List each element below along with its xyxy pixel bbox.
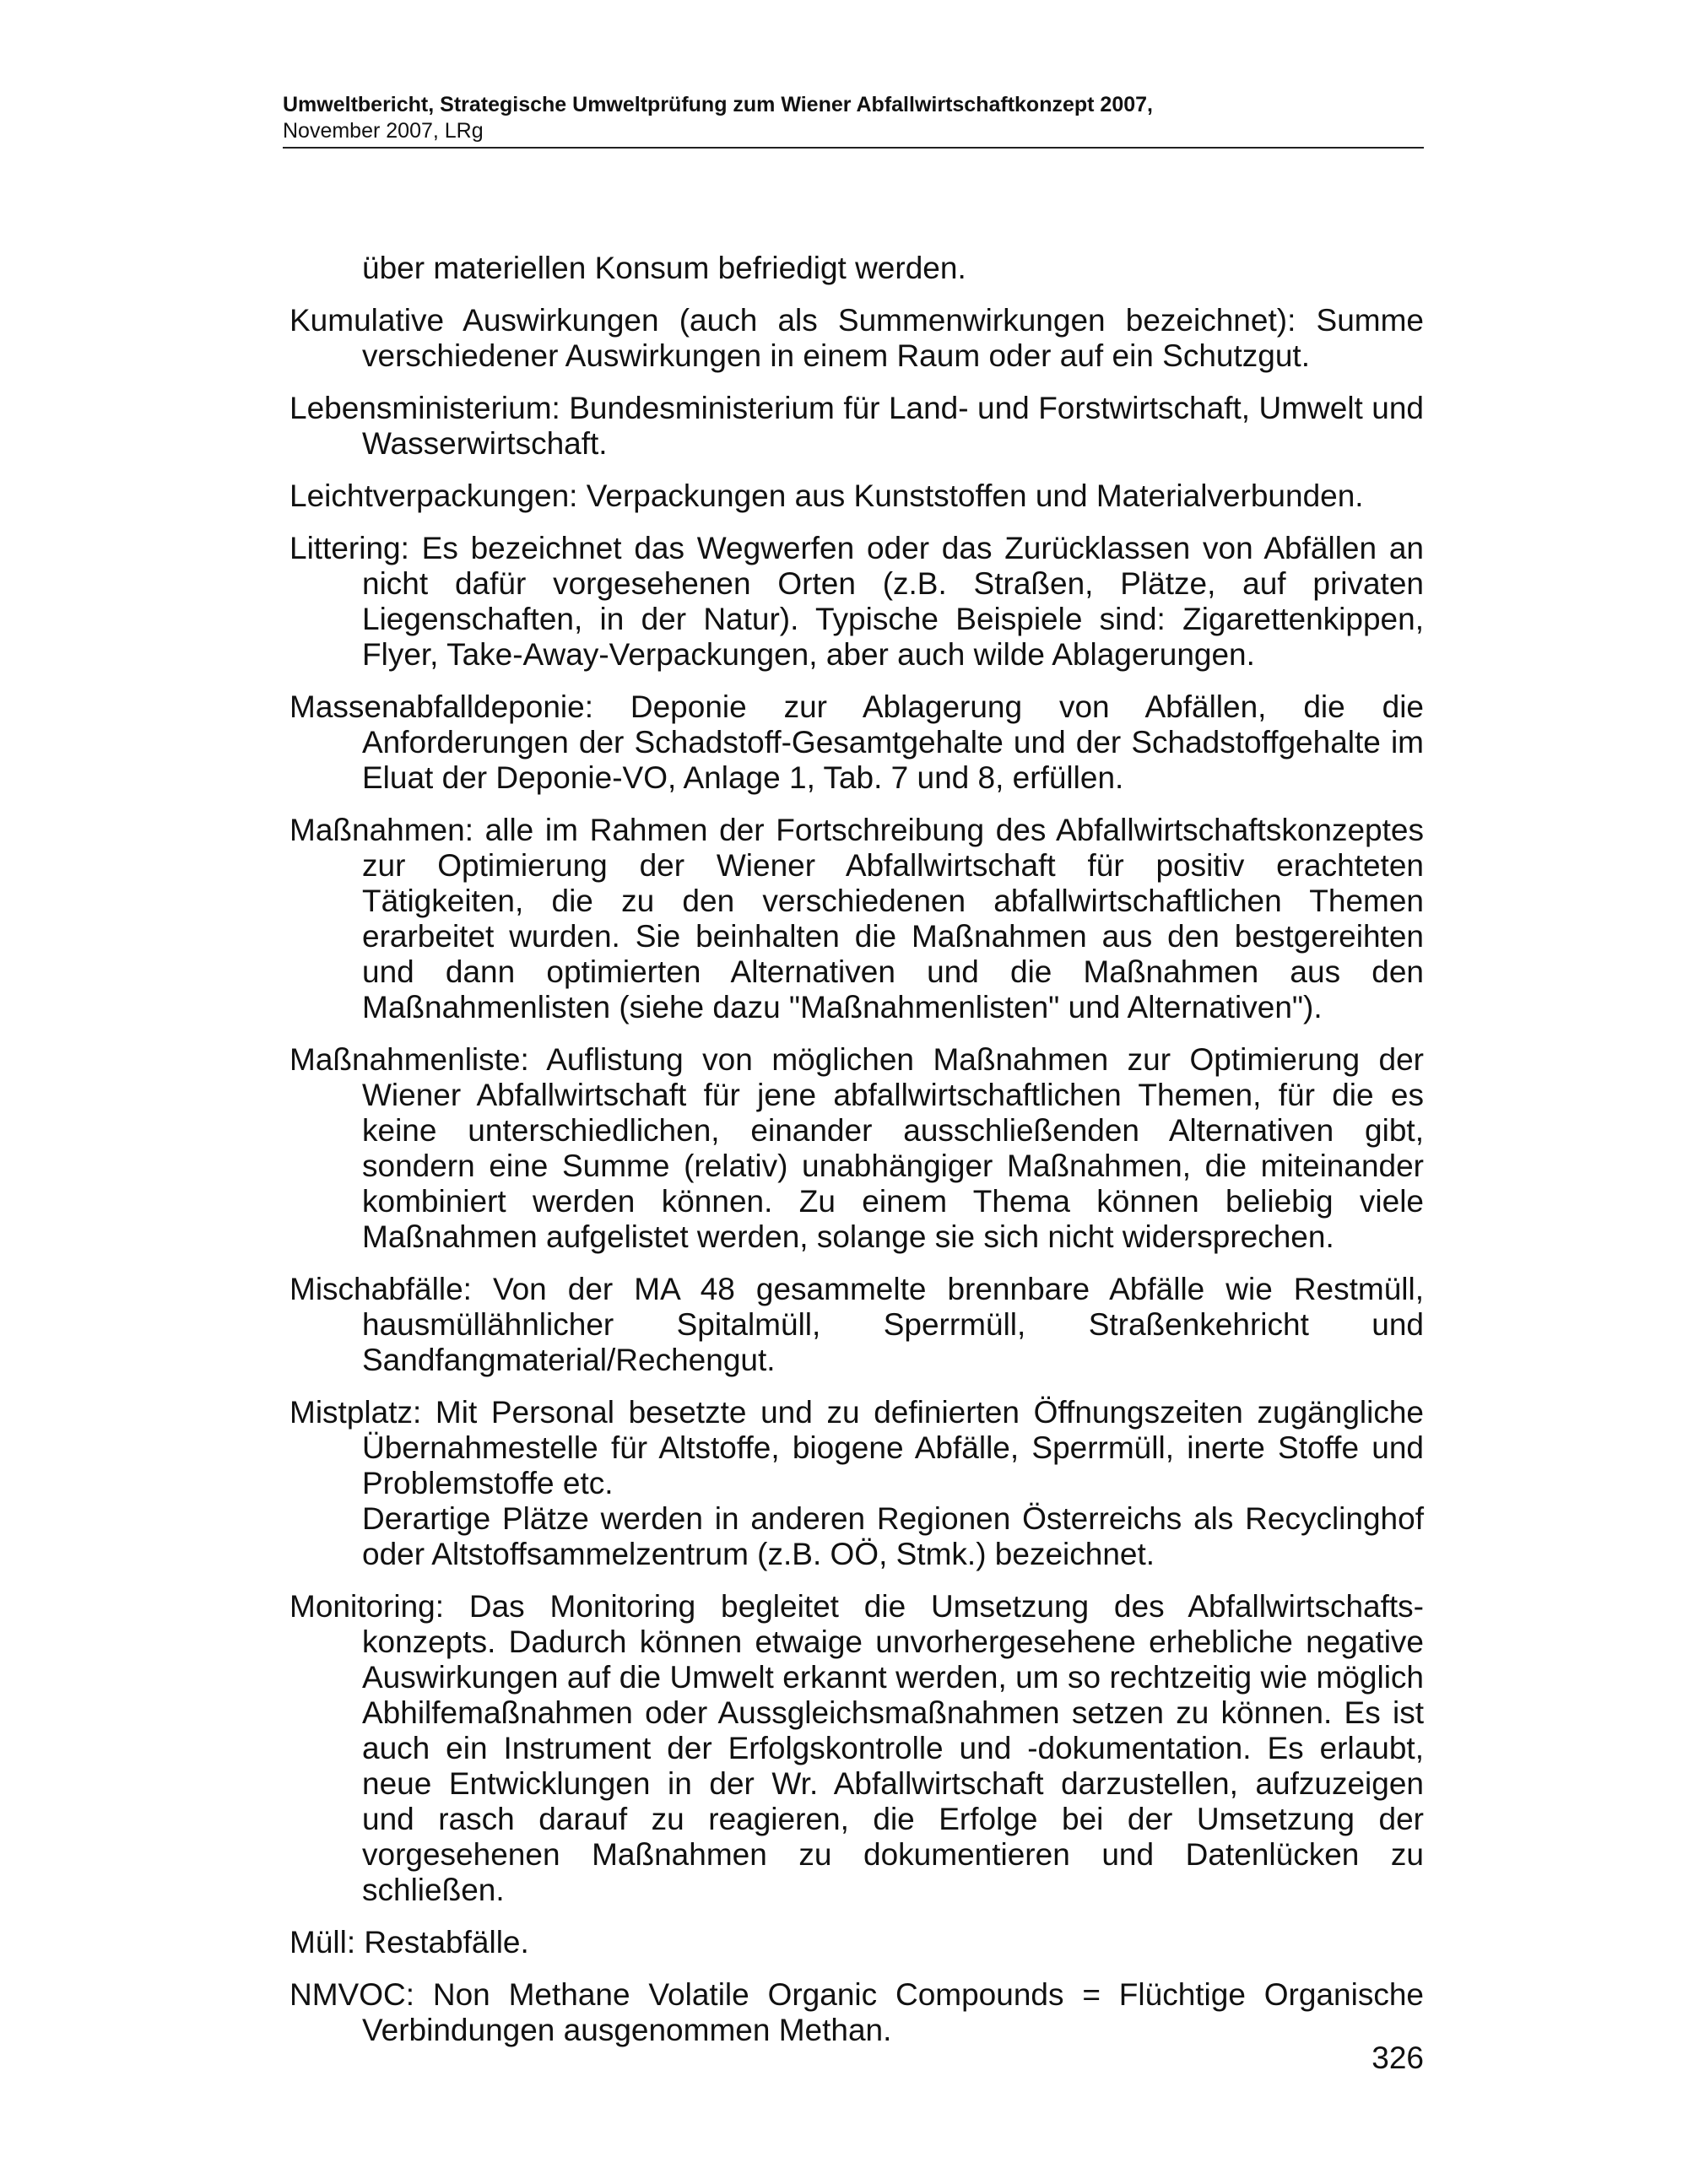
mistplatz-note: Derartige Plätze werden in anderen Regionen Österreichs als Recyclinghof oder Altstoffsammelzentrum (z.B. OÖ, Stmk.) bezeichnet. [362,1501,1424,1571]
glossary-entry-monitoring: Monitoring: Das Monitoring begleitet die Umsetzung des Abfallwirtschafts-konzepts. Dadurch können etwaige unvorhergesehene erhebliche negative Auswirkungen auf die Umwelt erkannt werden, um so rechtzeitig wie möglich Abhilfemaßnahmen oder Aussgleichsmaßnahmen setzen zu können. Es ist auch ein Instrument der Erfolgskontrolle und -dokumentation. Es erlaubt, neue Entwicklungen in der Wr. Abfallwirtschaft darzustellen, aufzuzeigen und rasch darauf zu reagieren, die Erfolge bei der Umsetzung der vorgesehenen Maßnahmen zu dokumentieren und Datenlücken zu schließen. [289,1589,1424,1907]
glossary-entry-mistplatz [289,1395,1424,1572]
header-title-line [283,91,1424,118]
glossary-entry-kumulative-auswirkungen: Kumulative Auswirkungen (auch als Summenwirkungen bezeichnet): Summe verschiedener Auswirkungen in einem Raum oder auf ein Schutzgut. [289,303,1424,373]
glossary-entry-massnahmenliste: Maßnahmenliste: Auflistung von möglichen Maßnahmen zur Optimierung der Wiener Abfallwirtschaft für jene abfallwirtschaftlichen Themen, für die es keine unterschiedlichen, einander ausschließenden Alternativen gibt, sondern eine Summe (relativ) unabhängiger Maßnahmen, die miteinander kombiniert werden können. Zu einem Thema können beliebig viele Maßnahmen aufgelistet werden, solange sie sich nicht widersprechen. [289,1042,1424,1254]
glossary-entry-nmvoc: NMVOC: Non Methane Volatile Organic Compounds = Flüchtige Organische Verbindungen ausgenommen Methan. [289,1977,1424,2047]
glossary-entry-massenabfalldeponie: Massenabfalldeponie: Deponie zur Ablagerung von Abfällen, die die Anforderungen der Schadstoff-Gesamtgehalte und der Schadstoffgehalte im Eluat der Deponie-VO, Anlage 1, Tab. 7 und 8, erfüllen. [289,689,1424,795]
glossary-entry-muell: Müll: Restabfälle. [289,1925,529,1960]
glossary-entry-massnahmen: Maßnahmen: alle im Rahmen der Fortschreibung des Abfallwirtschaftskonzeptes zur Optimierung der Wiener Abfallwirtschaft für positiv erachteten Tätigkeiten, die zu den verschiedenen abfallwirtschaftlichen Themen erarbeitet wurden. Sie beinhalten die Maßnahmen aus den bestgereihten und dann optimierten Alternativen und die Maßnahmen aus den Maßnahmenlisten (siehe dazu "Maßnahmenlisten" und Alternativen"). [289,813,1424,1024]
page-number: 326 [1372,2041,1424,2075]
glossary-entry-mischabfaelle: Mischabfälle: Von der MA 48 gesammelte brennbare Abfälle wie Restmüll, hausmüllähnlicher Spitalmüll, Sperrmüll, Straßenkehricht und Sandfangmaterial/Rechengut. [289,1272,1424,1377]
header-subtitle: November 2007, LRg [283,119,484,143]
mistplatz-text: Mistplatz: Mit Personal besetzte und zu definierten Öffnungszeiten zugängliche Übernahmestelle für Altstoffe, biogene Abfälle, Sperrmüll, inerte Stoffe und Problemstoffe etc. [289,1395,1424,1500]
glossary-entry-lebensministerium: Lebensministerium: Bundesministerium für Land- und Forstwirtschaft, Umwelt und Wasserwirtschaft. [289,391,1424,461]
header-title: Umweltbericht, Strategische Umweltprüfung zum Wiener Abfallwirtschaftkonzept 2007 [283,93,1148,116]
header-title-suffix: , [1147,93,1153,116]
page-header [283,91,1424,149]
glossary-body [289,251,1424,2065]
glossary-entry-littering: Littering: Es bezeichnet das Wegwerfen oder das Zurücklassen von Abfällen an nicht dafür vorgesehenen Orten (z.B. Straßen, Plätze, auf privaten Liegenschaften, in der Natur). Typische Beispiele sind: Zigarettenkippen, Flyer, Take-Away-Verpackungen, aber auch wilde Ablagerungen. [289,531,1424,672]
continuation-text: über materiellen Konsum befriedigt werden. [362,251,966,285]
glossary-entry-leichtverpackungen: Leichtverpackungen: Verpackungen aus Kunststoffen und Materialverbunden. [289,478,1364,513]
